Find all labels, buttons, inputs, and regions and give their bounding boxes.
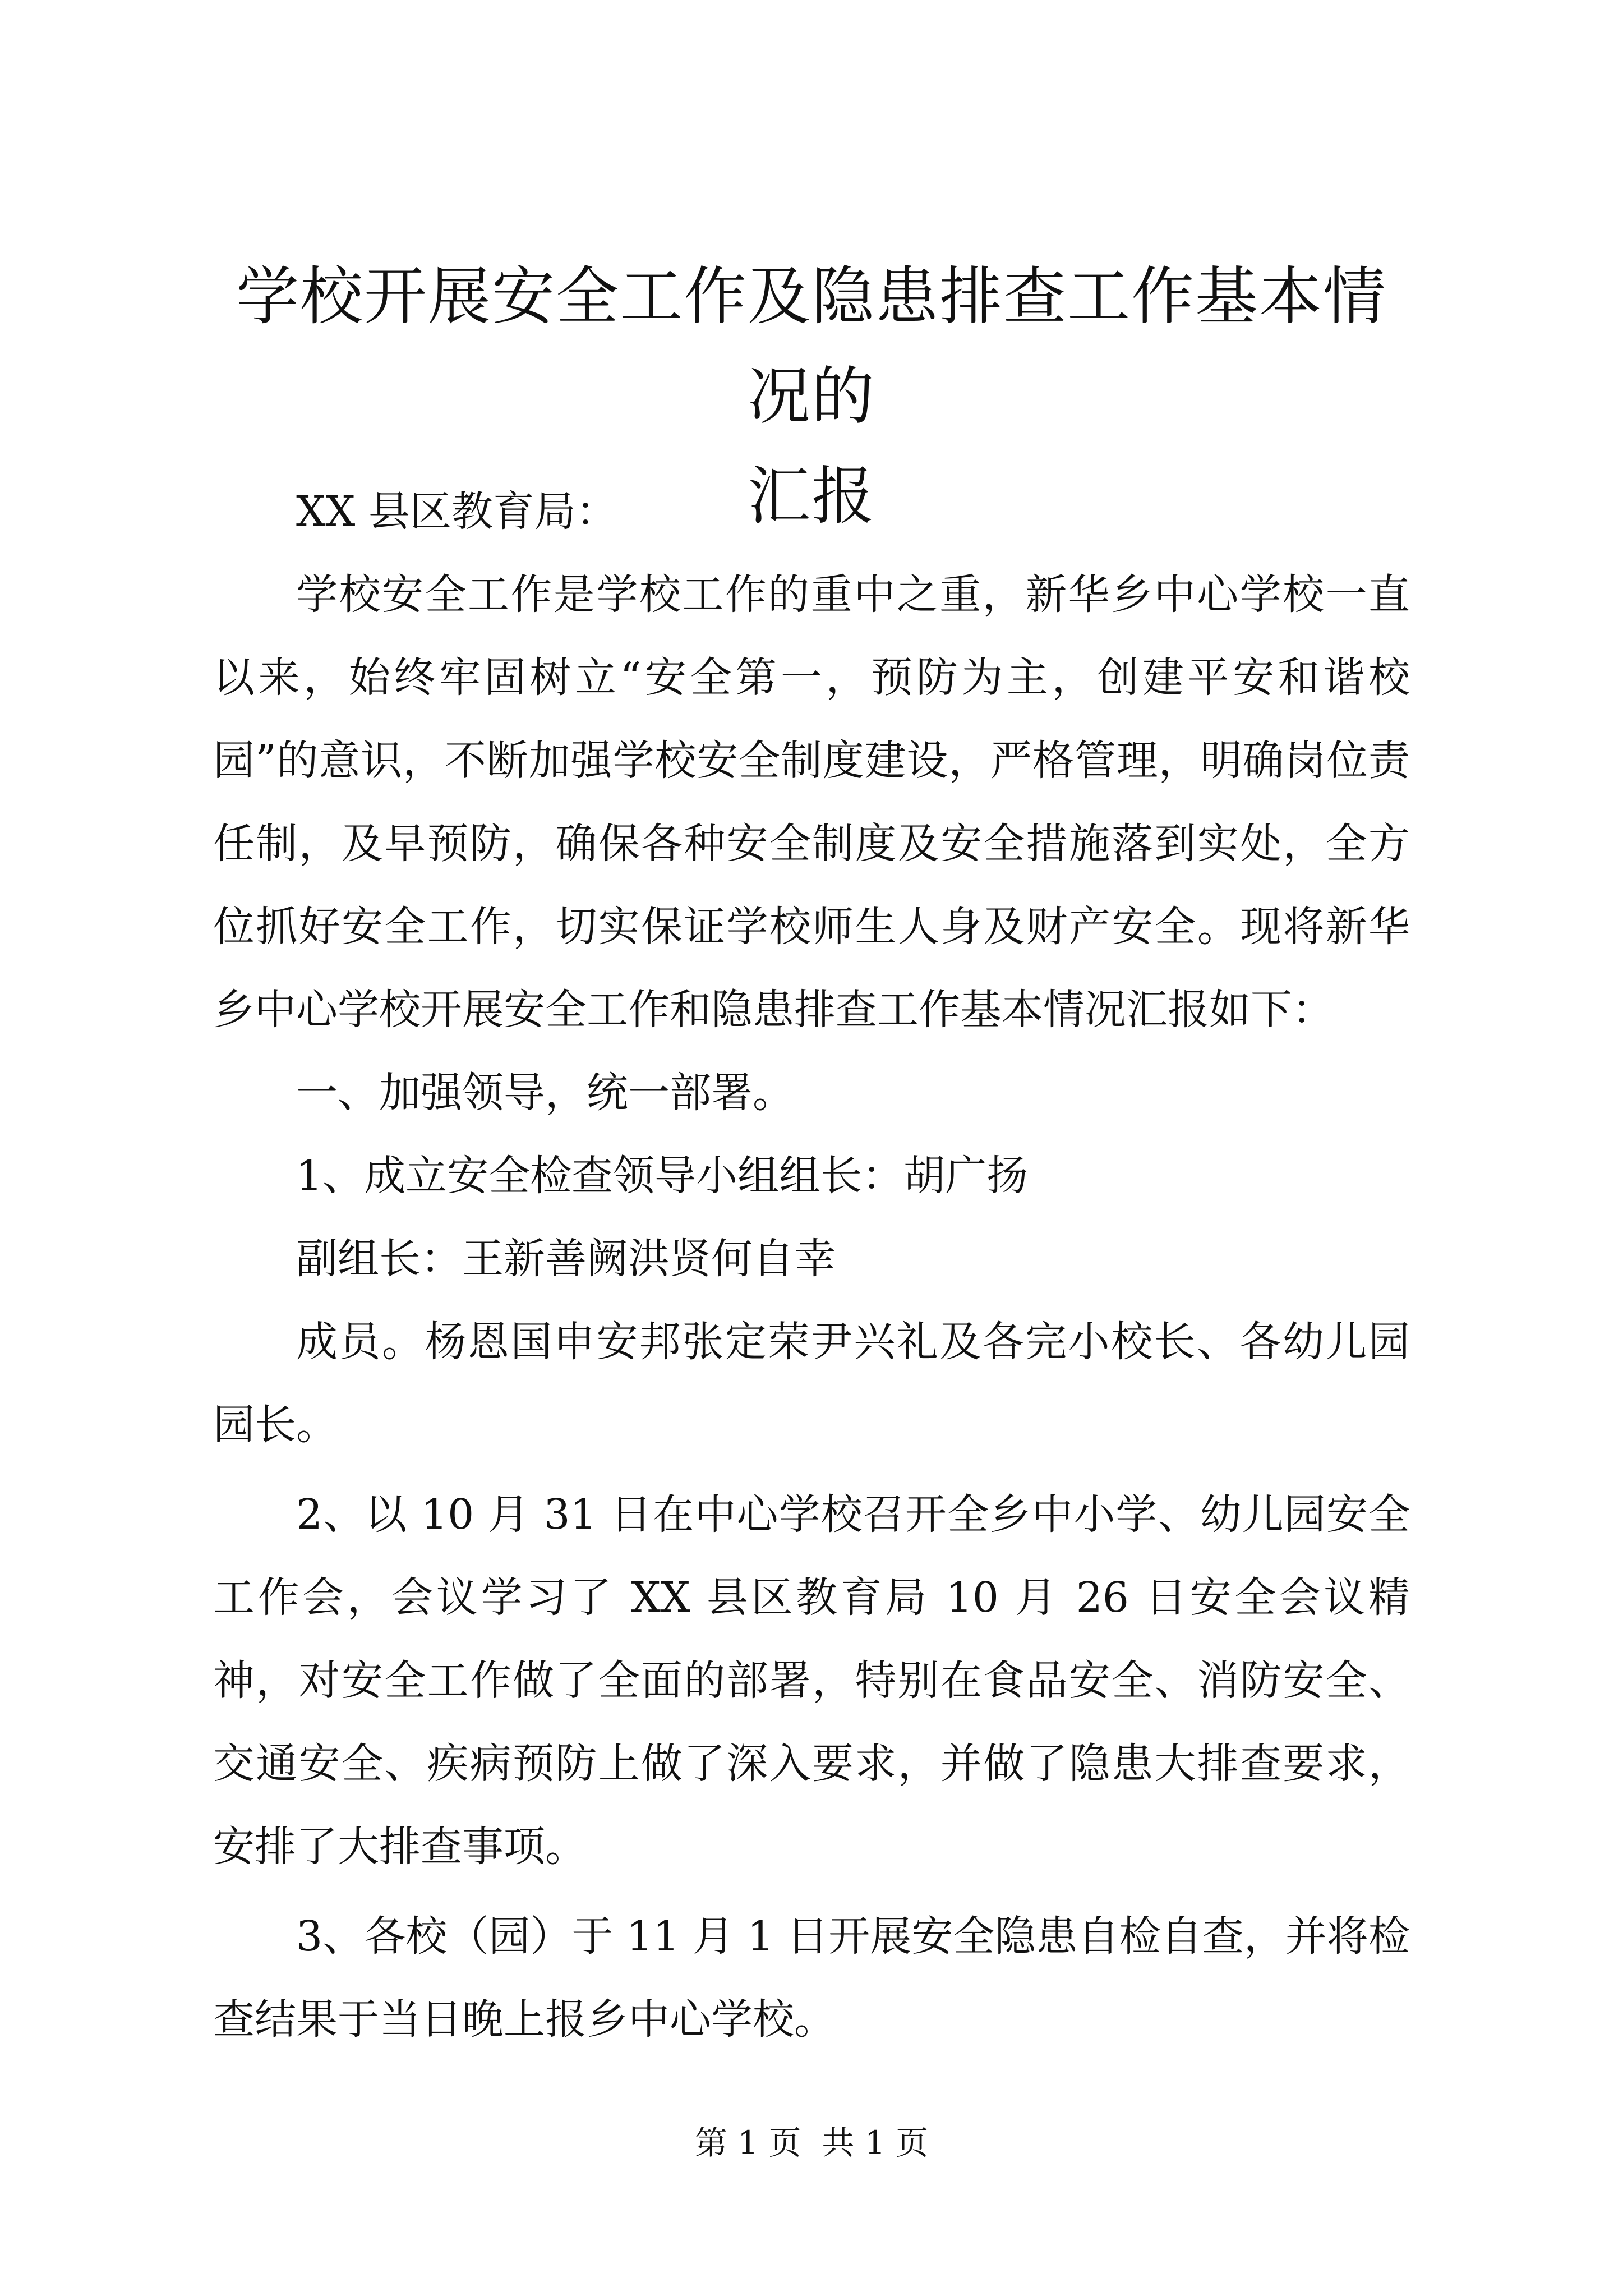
paragraph-intro: 学校安全工作是学校工作的重中之重，新华乡中心学校一直以来，始终牢固树立“安全第一，预防为主，创建平安和谐校园”的意识，不断加强学校安全制度建设，严格管理，明确岗位责任制，及早预防，确保各种安全制度及安全措施落到实处，全方位抓好安全工作，切实保证学校师生人身及财产安全。现将新华乡中心学校开展安全工作和隐患排查工作基本情况汇报如下： bbox=[213, 570, 1410, 1034]
paragraph-item-1: 1、成立安全检查领导小组组长：胡广扬 bbox=[296, 1152, 1029, 1200]
page-footer bbox=[0, 2120, 1623, 2165]
salutation: XX 县区教育局： bbox=[296, 487, 617, 536]
paragraph-item-2: 2、以 10 月 31 日在中心学校召开全乡中小学、幼儿园安全工作会，会议学习了 XX 县区教育局 10 月 26 日安全会议精神，对安全工作做了全面的部署，特别在食品安全、消防安全、交通安全、疾病预防上做了深入要求，并做了隐患大排查要求，安排了大排查事项。 bbox=[213, 1490, 1410, 1871]
document-body bbox=[213, 470, 1410, 2061]
page-number-label: 第 1 页 共 1 页 bbox=[694, 2124, 929, 2162]
paragraph-members: 成员。杨恩国申安邦张定荣尹兴礼及各完小校长、各幼儿园园长。 bbox=[213, 1318, 1410, 1449]
paragraph-deputy-leaders: 副组长：王新善阙洪贤何自幸 bbox=[296, 1235, 836, 1283]
title-line-2: 汇报 bbox=[748, 460, 875, 533]
title-line-1: 学校开展安全工作及隐患排查工作基本情况的 bbox=[236, 260, 1387, 433]
section-heading-1: 一、加强领导，统一部署。 bbox=[296, 1069, 794, 1117]
paragraph-item-3: 3、各校（园）于 11 月 1 日开展安全隐患自检自查，并将检查结果于当日晚上报乡中心学校。 bbox=[213, 1912, 1410, 2044]
